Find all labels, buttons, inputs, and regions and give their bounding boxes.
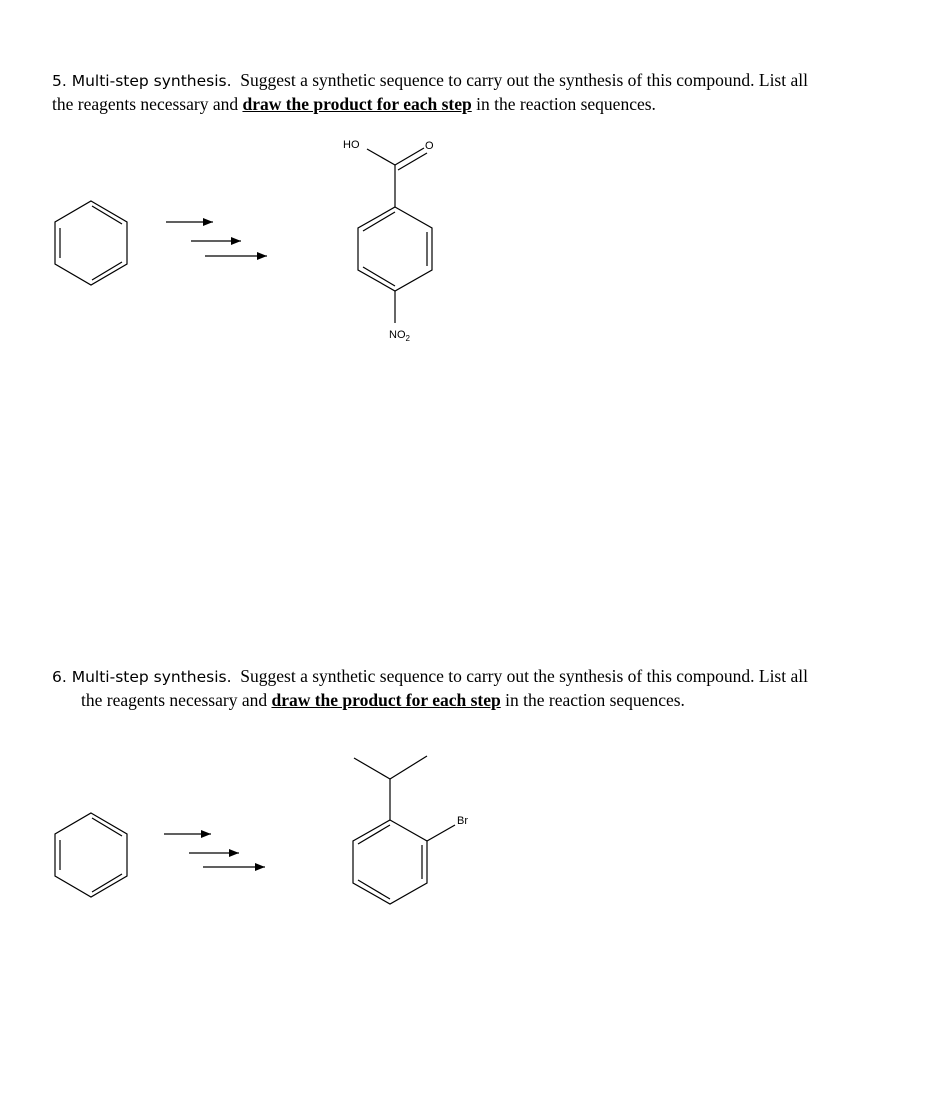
- q5-nitro-text: NO: [389, 329, 406, 341]
- q5-multistep-arrows: [166, 222, 267, 256]
- question-6-prompt-line2-start: the reagents necessary and: [81, 690, 272, 710]
- question-6-emphasis: draw the product for each step: [271, 690, 501, 710]
- question-5-emphasis: draw the product for each step: [242, 94, 472, 114]
- q5-nitro-label: [389, 329, 411, 343]
- q5-benzene-starting-material: [55, 201, 127, 285]
- question-5-prompt-line2-end: in the reaction sequences.: [471, 94, 656, 114]
- question-6-prompt-line1: Suggest a synthetic sequence to carry out the synthesis of this compound. List all: [240, 666, 808, 686]
- question-6-title: 6. Multi-step synthesis.: [52, 668, 232, 686]
- question-5-prompt-line1: Suggest a synthetic sequence to carry out the synthesis of this compound. List all: [240, 70, 808, 90]
- question-5-title: 5. Multi-step synthesis.: [52, 72, 232, 90]
- q6-multistep-arrows: [164, 834, 265, 867]
- question-5-prompt-line2-start: the reagents necessary and: [52, 94, 243, 114]
- q6-benzene-starting-material: [55, 813, 127, 897]
- question-6-prompt-line2-end: in the reaction sequences.: [500, 690, 685, 710]
- q5-carbonyl-oxygen-label: O: [425, 140, 434, 152]
- q6-product-2-bromo-isopropylbenzene: [353, 756, 468, 904]
- q5-nitro-subscript: 2: [405, 334, 410, 343]
- q5-product-p-nitrobenzoic-acid: [343, 139, 434, 343]
- q5-hydroxyl-label: HO: [343, 139, 360, 151]
- q6-bromo-label: Br: [457, 815, 468, 827]
